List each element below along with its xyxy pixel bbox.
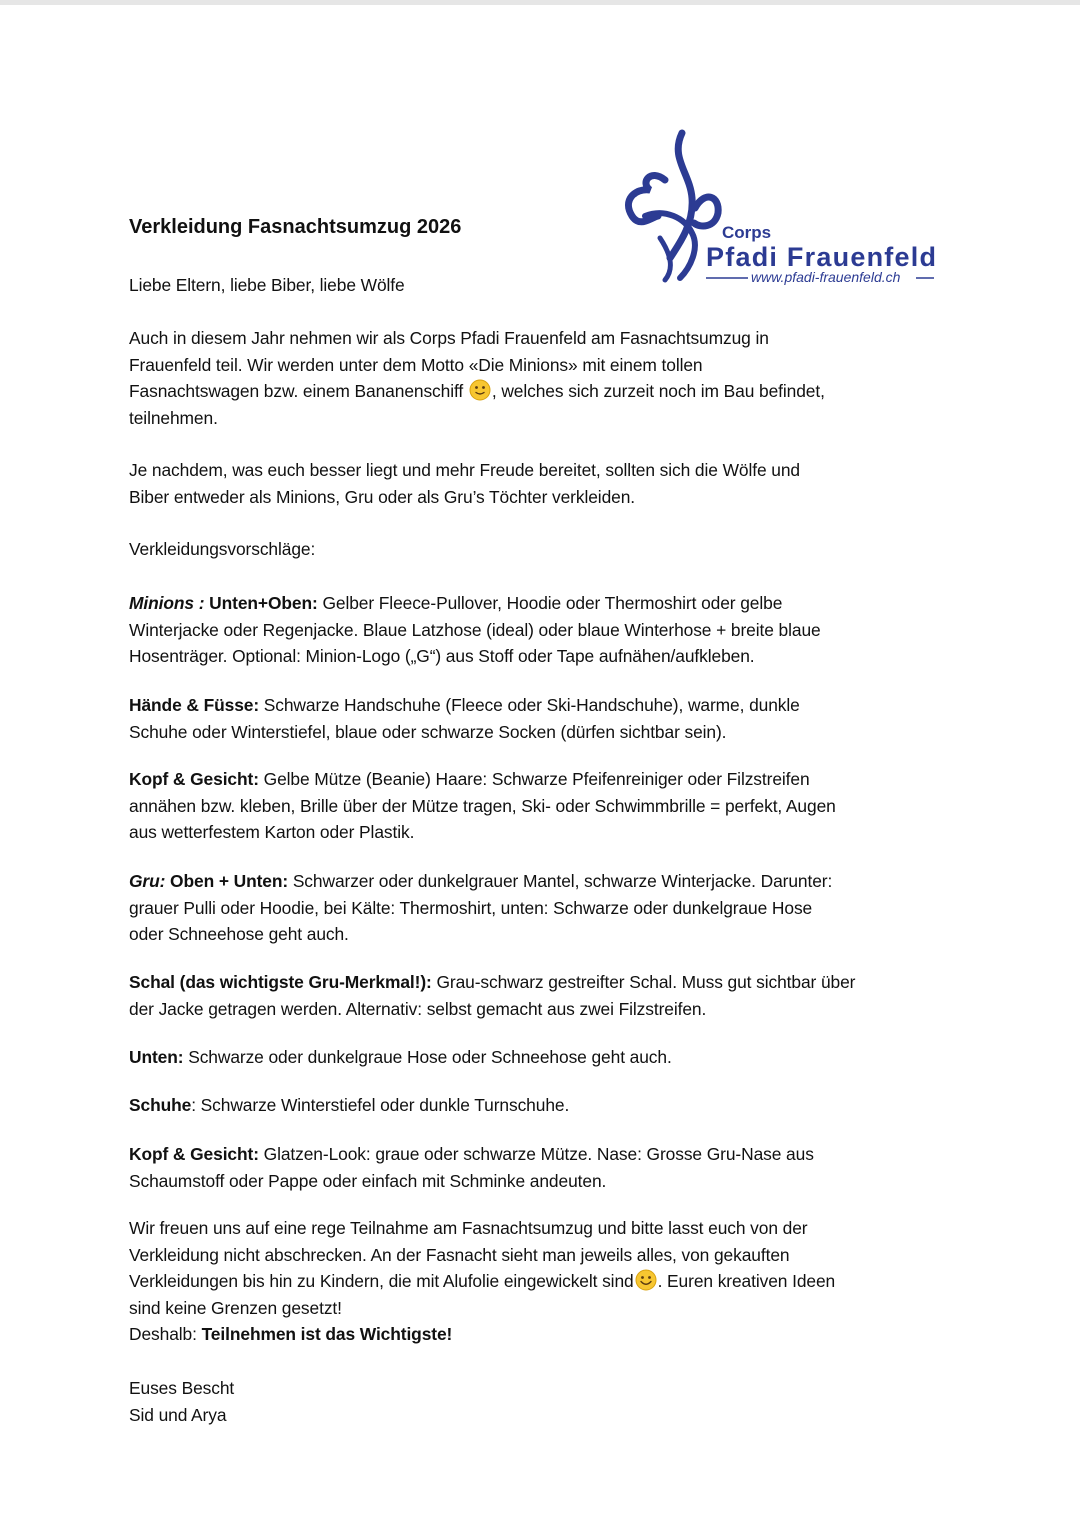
emphasized-text: Unten+Oben: (209, 593, 323, 613)
emphasized-text: Gru: (129, 871, 171, 891)
paragraph-gru-head-face (129, 1141, 814, 1194)
smiling-face-icon (635, 1269, 657, 1291)
text-line (129, 1295, 835, 1322)
text-segment: Schwarze oder dunkelgraue Hose oder Schneehose geht auch. (188, 1047, 672, 1067)
emphasized-text: Kopf & Gesicht: (129, 1144, 264, 1164)
text-line (129, 719, 800, 746)
text-segment: Winterjacke oder Regenjacke. Blaue Latzhose (ideal) oder blaue Winterhose + breite blaue (129, 619, 821, 640)
paragraph-gru-shoes (129, 1092, 569, 1119)
text-segment: Hosenträger. Optional: Minion-Logo („G“) aus Stoff oder Tape aufnähen/aufkleben. (129, 646, 755, 666)
paragraph-intro (129, 325, 825, 431)
emphasized-text: Minions : (129, 593, 210, 613)
text-line (129, 868, 832, 895)
text-segment: aus wetterfestem Karton oder Plastik. (129, 822, 415, 842)
text-segment: Euses Bescht (129, 1378, 235, 1398)
logo-corps-text: Corps (722, 223, 772, 242)
text-segment: Schaumstoff oder Pappe oder einfach mit Schminke andeuten. (129, 1170, 607, 1191)
text-segment: oder Schneehose geht auch. (129, 924, 349, 944)
text-segment: grauer Pulli oder Hoodie, bei Kälte: Thermoshirt, unten: Schwarze oder dunkelgraue Hose (129, 897, 813, 918)
emphasized-text: Schal (das wichtigste Gru-Merkmal!): (129, 972, 437, 992)
text-line (129, 1141, 814, 1168)
paragraph-hands-feet (129, 692, 800, 745)
text-segment: Schwarzer oder dunkelgrauer Mantel, schwarze Winterjacke. Darunter: (292, 871, 833, 891)
text-segment: Grau-schwarz gestreifter Schal. Muss gut sichtbar über (436, 972, 856, 992)
text-segment: Gelbe Mütze (Beanie) Haare: Schwarze Pfeifenreiniger oder Filzstreifen (263, 769, 810, 789)
text-segment: teilnehmen. (129, 407, 218, 428)
text-line (129, 378, 825, 405)
paragraph-greeting (129, 272, 405, 299)
text-line (129, 617, 821, 644)
text-segment: Wir freuen uns auf eine rege Teilnahme am Fasnachtsumzug und bitte lasst euch von der (129, 1218, 808, 1238)
fleur-de-lis-icon (628, 133, 718, 280)
text-line (129, 536, 315, 563)
text-segment: Biber entweder als Minions, Gru oder als Gru’s Töchter verkleiden. (129, 486, 636, 507)
text-line (129, 996, 855, 1023)
logo-url-text: www.pfadi-frauenfeld.ch (751, 269, 901, 285)
slightly-smiling-face-icon (469, 379, 491, 401)
text-segment: , welches sich zurzeit noch im Bau befindet, (491, 381, 825, 401)
text-line (129, 1168, 814, 1195)
text-segment: : Schwarze Winterstiefel oder dunkle Turnschuhe. (191, 1095, 570, 1115)
text-segment: Glatzen-Look: graue oder schwarze Mütze. Nase: Grosse Gru-Nase aus (263, 1144, 814, 1164)
document-title: Verkleidung Fasnachtsumzug 2026 (129, 216, 462, 238)
text-line (129, 766, 836, 793)
text-segment: Deshalb: (129, 1324, 202, 1344)
paragraph-gru-bottom (129, 1044, 672, 1071)
logo-name-text: Pfadi Frauenfeld (706, 242, 936, 272)
text-line (129, 1268, 835, 1295)
text-segment: Gelber Fleece-Pullover, Hoodie oder Thermoshirt oder gelbe (322, 593, 783, 613)
text-line (129, 969, 855, 996)
text-segment: Frauenfeld teil. Wir werden unter dem Motto «Die Minions» mit einem tollen (129, 354, 703, 375)
text-segment: der Jacke getragen werden. Alternativ: selbst gemacht aus zwei Filzstreifen. (129, 998, 707, 1019)
text-segment: Schuhe oder Winterstiefel, blaue oder schwarze Socken (dürfen sichtbar sein). (129, 721, 727, 742)
text-line (129, 484, 800, 511)
text-line (129, 352, 825, 379)
pfadi-frauenfeld-logo (620, 128, 950, 288)
text-segment: Auch in diesem Jahr nehmen wir als Corps Pfadi Frauenfeld am Fasnachtsumzug in (129, 328, 769, 348)
text-line (129, 1242, 835, 1269)
text-segment: sind keine Grenzen gesetzt! (129, 1297, 342, 1318)
text-segment: Verkleidung nicht abschrecken. An der Fasnacht sieht man jeweils alles, von gekauften (129, 1244, 790, 1265)
text-line (129, 1044, 672, 1071)
text-line (129, 1375, 234, 1402)
emphasized-text: Kopf & Gesicht: (129, 769, 264, 789)
text-line (129, 590, 821, 617)
text-line (129, 272, 405, 299)
paragraph-signature (129, 1375, 234, 1428)
text-segment: Sid und Arya (129, 1404, 227, 1425)
text-line (129, 895, 832, 922)
text-line (129, 1321, 835, 1348)
text-segment: . Euren kreativen Ideen (657, 1271, 836, 1291)
emphasized-text: Hände & Füsse: (129, 695, 264, 715)
text-segment: Liebe Eltern, liebe Biber, liebe Wölfe (129, 275, 405, 295)
text-line (129, 819, 836, 846)
paragraph-minion-head-face (129, 766, 836, 846)
paragraph-closing (129, 1215, 835, 1348)
text-segment: Schwarze Handschuhe (Fleece oder Ski-Handschuhe), warme, dunkle (263, 695, 800, 715)
text-line (129, 457, 800, 484)
top-border (0, 0, 1080, 5)
text-line (129, 921, 832, 948)
text-segment: Fasnachtswagen bzw. einem Bananenschiff (129, 381, 468, 401)
text-segment: Je nachdem, was euch besser liegt und mehr Freude bereitet, sollten sich die Wölfe und (129, 460, 800, 480)
paragraph-instructions (129, 457, 800, 510)
emphasized-text: Unten: (129, 1047, 189, 1067)
text-line (129, 643, 821, 670)
paragraph-suggestions-heading (129, 536, 315, 563)
paragraph-minions-outfit (129, 590, 821, 670)
paragraph-gru-outfit (129, 868, 832, 948)
text-segment: Verkleidungen bis hin zu Kindern, die mit Alufolie eingewickelt sind (129, 1271, 634, 1291)
text-line (129, 325, 825, 352)
text-segment: Verkleidungsvorschläge: (129, 539, 316, 559)
emphasized-text: Schuhe (129, 1095, 192, 1115)
text-line (129, 793, 836, 820)
text-line (129, 405, 825, 432)
emphasized-text: Oben + Unten: (170, 871, 293, 891)
text-line (129, 1092, 569, 1119)
text-line (129, 692, 800, 719)
text-line (129, 1215, 835, 1242)
emphasized-text: Teilnehmen ist das Wichtigste! (201, 1324, 453, 1344)
text-segment: annähen bzw. kleben, Brille über der Mütze tragen, Ski- oder Schwimmbrille = perfekt, Augen (129, 795, 836, 816)
text-line (129, 1402, 234, 1429)
paragraph-gru-scarf (129, 969, 855, 1022)
